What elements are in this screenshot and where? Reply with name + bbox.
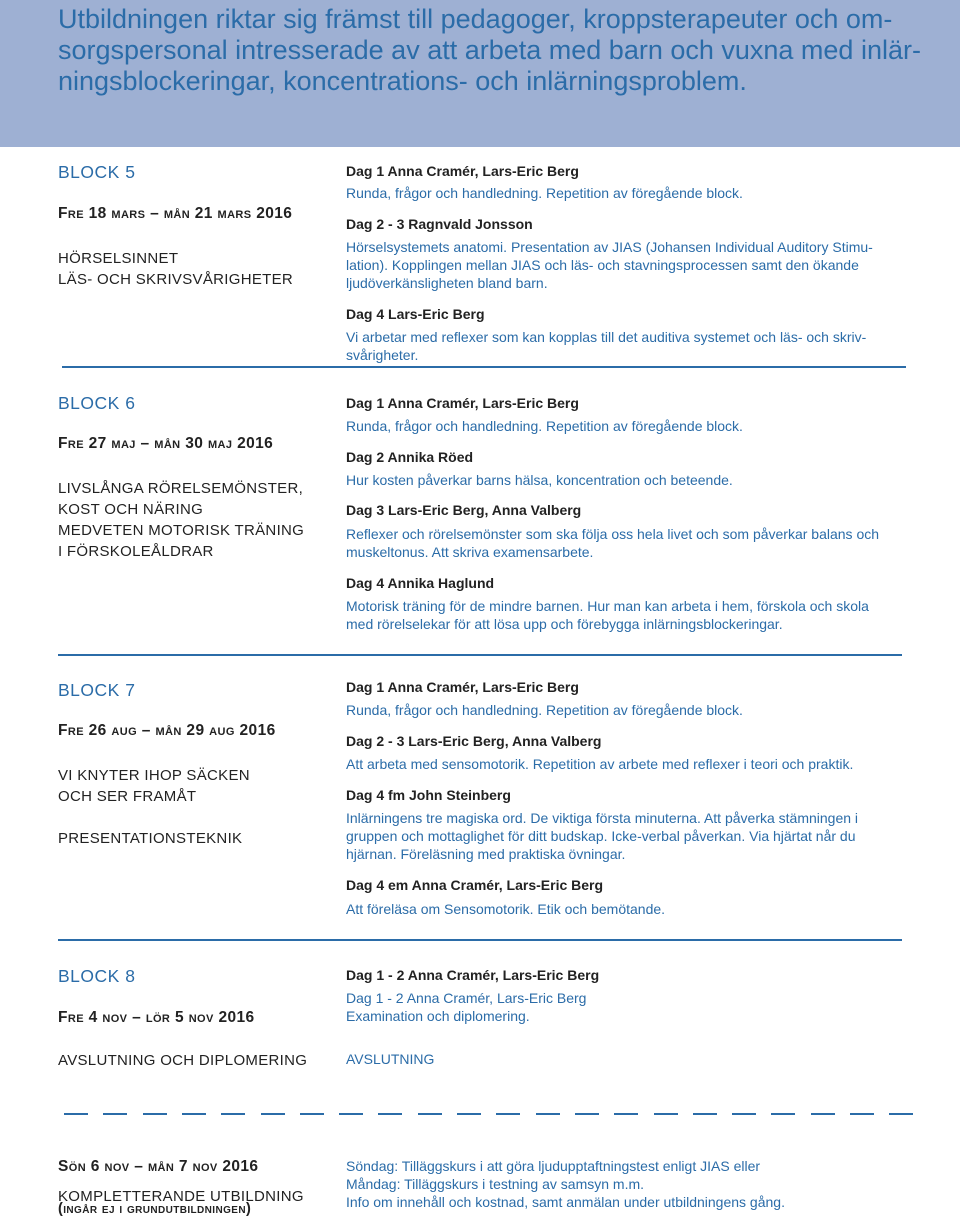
session-heading: Dag 2 - 3 Ragnvald Jonsson	[346, 216, 533, 232]
block-date: Fre 18 mars – mån 21 mars 2016	[58, 205, 293, 222]
session-heading: Dag 1 Anna Cramér, Lars-Eric Berg	[346, 163, 579, 179]
session-text: Att föreläsa om Sensomotorik. Etik och bemötande.	[346, 901, 666, 917]
block-topic: I FÖRSKOLEÅLDRAR	[58, 543, 214, 560]
dash-segment	[496, 1113, 520, 1115]
dash-segment	[221, 1113, 245, 1115]
block-topic: HÖRSELSINNET	[58, 250, 179, 267]
session-heading: Dag 1 - 2 Anna Cramér, Lars-Eric Berg	[346, 967, 600, 983]
dash-segment	[64, 1113, 88, 1115]
session-heading: Dag 3 Lars-Eric Berg, Anna Valberg	[346, 502, 582, 518]
dash-segment	[182, 1113, 206, 1115]
dash-segment	[378, 1113, 402, 1115]
dash-segment	[693, 1113, 717, 1115]
session-text: Hörselsystemets anatomi. Presentation av JIAS (Johansen Individual Auditory Stimu- lation). Kopplingen mellan JIAS och läs- och stavningsprocessen samt den ökande ljudöverkänsligheten bland barn.	[346, 239, 873, 291]
block-topic: OCH SER FRAMÅT	[58, 788, 197, 805]
dash-segment	[339, 1113, 363, 1115]
dash-segment	[771, 1113, 795, 1115]
block-date: Fre 27 maj – mån 30 maj 2016	[58, 435, 274, 452]
block-topic: KOST OCH NÄRING	[58, 501, 204, 518]
divider	[62, 366, 906, 368]
intro-line: sorgspersonal intresserade av att arbeta med barn och vuxna med inlär-	[58, 35, 921, 65]
session-heading: Dag 1 Anna Cramér, Lars-Eric Berg	[346, 679, 579, 695]
extra-title: KOMPLETTERANDE UTBILDNING	[58, 1188, 304, 1205]
session-heading: Dag 1 Anna Cramér, Lars-Eric Berg	[346, 395, 579, 411]
block-title: BLOCK 8	[58, 966, 136, 986]
closing-label: AVSLUTNING	[346, 1051, 435, 1067]
session-heading: Dag 4 Annika Haglund	[346, 575, 495, 591]
dash-segment	[850, 1113, 874, 1115]
session-text: Runda, frågor och handledning. Repetition av föregående block.	[346, 418, 743, 434]
block-date: Fre 4 nov – lör 5 nov 2016	[58, 1009, 255, 1026]
session-text: Motorisk träning för de mindre barnen. Hur man kan arbeta i hem, förskola och skola med rörelselekar för att lösa upp och förebygga inlärningsblockeringar.	[346, 598, 869, 632]
block-title: BLOCK 6	[58, 393, 136, 413]
block-topic: VI KNYTER IHOP SÄCKEN	[58, 767, 250, 784]
intro-text	[58, 4, 938, 97]
session-text: Hur kosten påverkar barns hälsa, koncentration och beteende.	[346, 472, 733, 488]
session-text: Reflexer och rörelsemönster som ska följa oss hela livet och som påverkar balans och muskeltonus. Att skriva examensarbete.	[346, 526, 880, 560]
session-text: Att arbeta med sensomotorik. Repetition av arbete med reflexer i teori och praktik.	[346, 756, 854, 772]
dash-segment	[103, 1113, 127, 1115]
dash-segment	[575, 1113, 599, 1115]
block-title: BLOCK 7	[58, 680, 136, 700]
dash-segment	[536, 1113, 560, 1115]
block-topic: MEDVETEN MOTORISK TRÄNING	[58, 522, 305, 539]
session-heading: Dag 4 fm John Steinberg	[346, 787, 511, 803]
intro-line: Utbildningen riktar sig främst till pedagoger, kroppsterapeuter och om-	[58, 4, 893, 34]
divider	[58, 654, 902, 656]
dash-segment	[261, 1113, 285, 1115]
block-topic: LÄS- OCH SKRIVSVÅRIGHETER	[58, 271, 294, 288]
session-text: Runda, frågor och handledning. Repetition av föregående block.	[346, 185, 743, 201]
session-heading: Dag 2 Annika Röed	[346, 449, 474, 465]
dash-segment	[300, 1113, 324, 1115]
session-heading: Dag 4 em Anna Cramér, Lars-Eric Berg	[346, 877, 604, 893]
session-text: Inlärningens tre magiska ord. De viktiga första minuterna. Att påverka stämningen i gruppen och mottaglighet för ditt budskap. Icke-verbal påverkan. Via hjärtat når du hjärnan. Föreläsning med praktiska övningar.	[346, 810, 859, 862]
dash-segment	[143, 1113, 167, 1115]
dash-segment	[811, 1113, 835, 1115]
block-title: BLOCK 5	[58, 162, 136, 182]
dash-segment	[889, 1113, 913, 1115]
extra-date: Sön 6 nov – mån 7 nov 2016	[58, 1158, 259, 1175]
block-topic: PRESENTATIONSTEKNIK	[58, 830, 243, 847]
block-topic: LIVSLÅNGA RÖRELSEMÖNSTER,	[58, 480, 304, 497]
session-text: Dag 1 - 2 Anna Cramér, Lars-Eric Berg Examination och diplomering.	[346, 990, 587, 1024]
dash-segment	[732, 1113, 756, 1115]
session-heading: Dag 2 - 3 Lars-Eric Berg, Anna Valberg	[346, 733, 602, 749]
session-text: Runda, frågor och handledning. Repetition av föregående block.	[346, 702, 743, 718]
extra-subtitle: (ingår ej i grundutbildningen)	[58, 1201, 252, 1217]
block-topic: AVSLUTNING OCH DIPLOMERING	[58, 1052, 308, 1069]
intro-banner	[0, 0, 960, 147]
intro-line: ningsblockeringar, koncentrations- och inlärningsproblem.	[58, 66, 747, 96]
dash-segment	[614, 1113, 638, 1115]
session-text: Vi arbetar med reflexer som kan kopplas till det auditiva systemet och läs- och skriv- svårigheter.	[346, 329, 867, 363]
dash-segment	[654, 1113, 678, 1115]
dash-segment	[418, 1113, 442, 1115]
dash-segment	[457, 1113, 481, 1115]
block-date: Fre 26 aug – mån 29 aug 2016	[58, 722, 276, 739]
session-heading: Dag 4 Lars-Eric Berg	[346, 306, 485, 322]
divider	[58, 939, 902, 941]
extra-info: Söndag: Tilläggskurs i att göra ljudupptaftningstest enligt JIAS eller Måndag: Tilläggskurs i testning av samsyn m.m. Info om innehåll och kostnad, samt anmälan under utbildningens gång.	[346, 1158, 785, 1210]
